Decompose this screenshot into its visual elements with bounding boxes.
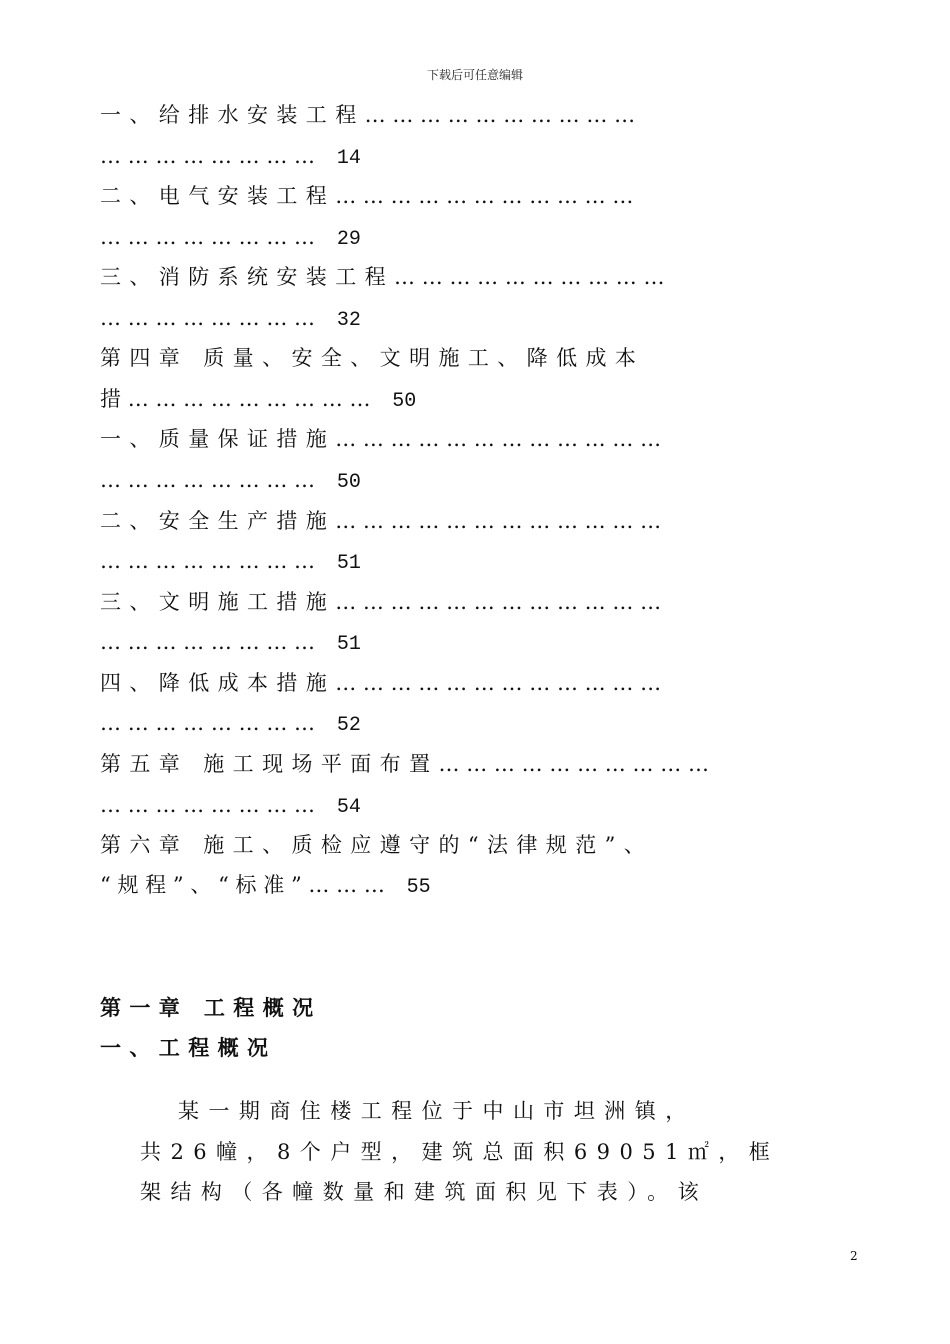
toc-leader: …………………… (100, 468, 322, 492)
toc-title: 第四章 质量、安全、文明施工、降低成本 (100, 346, 645, 370)
toc-leader: ……………………………… (335, 509, 668, 533)
toc-leader: …………………… (100, 144, 322, 168)
paragraph-line: 架结构（各幢数量和建筑面积见下表）。该 (140, 1180, 709, 1204)
toc-leader: …………………… (100, 793, 322, 817)
toc-page-number: 50 (336, 471, 361, 494)
toc-leader: ………………………… (364, 103, 642, 127)
toc-page-number: 54 (336, 796, 361, 819)
toc-page-number: 51 (336, 633, 361, 656)
toc-leader: …………………… (100, 306, 322, 330)
paragraph-line: 共26幢，8个户型，建筑总面积69051㎡，框 (140, 1140, 780, 1164)
toc-leader: “规程”、“标准”……… (100, 873, 392, 897)
paragraph-line: 某一期商住楼工程位于中山市坦洲镇， (178, 1099, 696, 1123)
toc-page-number: 14 (336, 147, 361, 170)
toc-leader: ……………………………… (335, 671, 668, 695)
toc-leader: …………………… (100, 225, 322, 249)
toc-title: 二、电气安装工程 (100, 184, 336, 208)
toc-page-number: 55 (406, 876, 431, 899)
toc-leader: ……………………………… (335, 427, 668, 451)
toc-leader: …………………… (100, 711, 322, 735)
toc-title: 第五章 施工现场平面布置 (100, 752, 439, 776)
toc-page-number: 50 (392, 390, 417, 413)
toc-leader: …………………… (100, 549, 322, 573)
chapter-title: 第一章 工程概况 (100, 996, 322, 1020)
toc-title: 三、文明施工措施 (100, 590, 336, 614)
toc-title: 三、消防系统安装工程 (100, 265, 394, 289)
toc-leader: …………………… (100, 630, 322, 654)
toc-page-number: 32 (336, 309, 361, 332)
toc-title: 一、给排水安装工程 (100, 103, 365, 127)
toc-leader: ……………………………… (335, 590, 668, 614)
toc-leader: …………………………… (335, 184, 641, 208)
toc-title: 四、降低成本措施 (100, 671, 336, 695)
toc-page-number: 29 (336, 228, 361, 251)
toc-page-number: 52 (336, 714, 361, 737)
page-header: 下载后可任意编辑 (426, 68, 523, 82)
toc-leader: ………………………… (438, 752, 716, 776)
toc-leader: 措……………………… (100, 387, 378, 411)
toc-page-number: 51 (336, 552, 361, 575)
section-title: 一、工程概况 (100, 1036, 277, 1060)
toc-title: 二、安全生产措施 (100, 509, 336, 533)
toc-title: 一、质量保证措施 (100, 427, 336, 451)
page-number: 2 (850, 1249, 858, 1263)
toc-title: 第六章 施工、质检应遵守的“法律规范”、 (100, 833, 654, 857)
toc-leader: ………………………… (394, 265, 672, 289)
